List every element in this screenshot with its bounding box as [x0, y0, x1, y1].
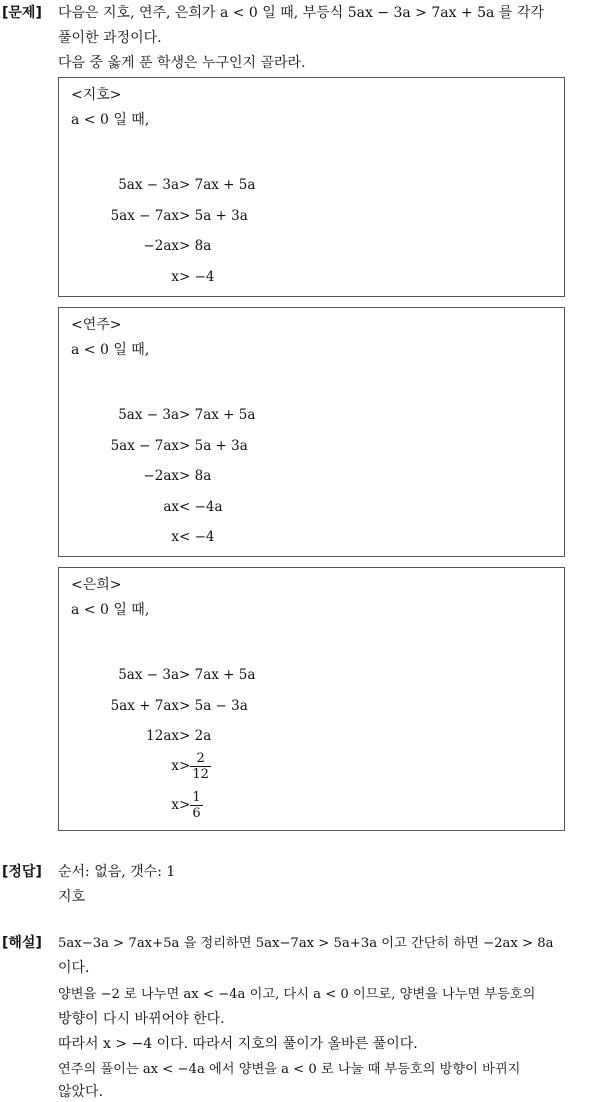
answer-meta: 순서: 없음, 갯수: 1 — [58, 864, 176, 880]
equation-step: 5ax − 3a> 7ax + 5a — [118, 177, 256, 193]
equation-step: 5ax − 3a> 7ax + 5a — [118, 407, 256, 423]
box-condition: a < 0 일 때, — [71, 602, 150, 618]
fraction: $\frac{1}{6}$ — [192, 790, 201, 821]
answer-value: 지호 — [58, 889, 86, 905]
explanation-tag: [해설] — [2, 935, 42, 951]
equation-step: 5ax − 7ax> 5a + 3a — [110, 438, 248, 454]
problem-text-line-2: 풀이한 과정이다. — [58, 30, 162, 46]
equation-step: ax< −4a — [163, 499, 223, 515]
equation-step-fraction: x> $\frac{2}{12}$ — [171, 751, 209, 782]
equation-step: x> −4 — [171, 269, 215, 285]
problem-text-line-1: 다음은 지호, 연주, 은희가 a < 0 일 때, 부등식 5ax − 3a > 7ax + 5a 를 각각 — [58, 5, 544, 21]
problem-tag: [문제] — [2, 5, 42, 21]
equation-step: 5ax − 3a> 7ax + 5a — [118, 667, 256, 683]
explanation-line: 않았다. — [58, 1084, 104, 1100]
box-condition: a < 0 일 때, — [71, 112, 150, 128]
problem-question: 다음 중 옳게 푼 학생은 누구인지 골라라. — [58, 55, 306, 71]
equation-step: 5ax − 7ax> 5a + 3a — [110, 208, 248, 224]
equation-step-fraction: x> $\frac{1}{6}$ — [171, 790, 201, 821]
answer-tag: [정답] — [2, 864, 42, 880]
explanation-line: 양변을 −2 로 나누면 ax < −4a 이고, 다시 a < 0 이므로, 양변을 나누면 부등호의 — [58, 987, 536, 1002]
solution-box-yeonju — [58, 307, 565, 557]
solution-box-eunhee — [58, 567, 565, 831]
equation-step: −2ax> 8a — [143, 238, 212, 254]
box-condition: a < 0 일 때, — [71, 342, 150, 358]
equation-step: −2ax> 8a — [143, 468, 212, 484]
explanation-line: 방향이 다시 바뀌어야 한다. — [58, 1011, 225, 1027]
box-title: <은희> — [71, 577, 122, 593]
explanation-line: 5ax−3a > 7ax+5a 을 정리하면 5ax−7ax > 5a+3a 이고 간단히 하면 −2ax > 8a — [58, 936, 554, 951]
explanation-line: 이다. — [58, 960, 90, 976]
equation-step: 5ax + 7ax> 5a − 3a — [110, 698, 248, 714]
equation-step: x< −4 — [171, 529, 215, 545]
box-title: <지호> — [71, 87, 122, 103]
explanation-line: 연주의 풀이는 ax < −4a 에서 양변을 a < 0 로 나눌 때 부등호의 방향이 바뀌지 — [58, 1062, 521, 1077]
fraction: $\frac{2}{12}$ — [192, 751, 209, 782]
solution-box-jiho — [58, 77, 565, 297]
equation-step: 12ax> 2a — [146, 728, 212, 744]
explanation-line: 따라서 x > −4 이다. 따라서 지호의 풀이가 올바른 풀이다. — [58, 1036, 418, 1052]
box-title: <연주> — [71, 317, 122, 333]
